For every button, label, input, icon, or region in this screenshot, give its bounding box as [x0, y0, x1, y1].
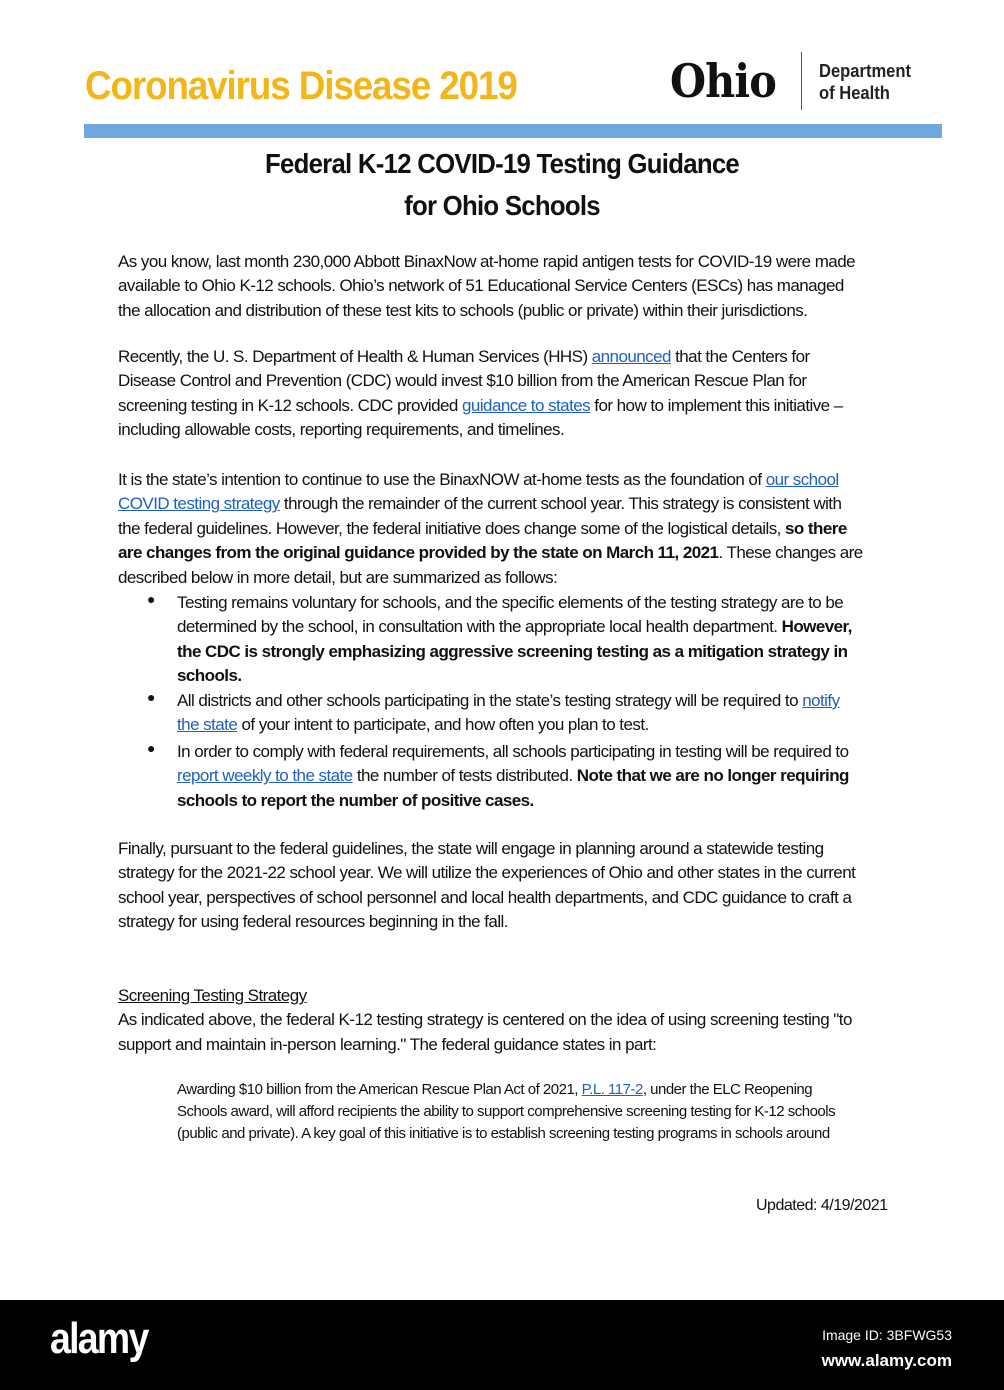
text-run: strategy for using federal resources beginning in the fall.	[118, 912, 508, 932]
text-run: Awarding $10 billion from the American Rescue Plan Act of 2021,	[177, 1081, 582, 1098]
hyperlink[interactable]: report weekly to the state	[177, 766, 353, 786]
text-line	[118, 910, 855, 934]
document-title	[0, 143, 1004, 227]
text-run: strategy for the 2021-22 school year. We will utilize the experiences of Ohio and other states in the current	[118, 863, 856, 883]
text-run: Testing remains voluntary for schools, and the specific elements of the testing strategy are to be	[177, 593, 844, 612]
text-line	[118, 418, 843, 442]
text-run: In order to comply with federal requirements, all schools participating in testing will be required to	[177, 742, 849, 761]
text-run: available to Ohio K-12 schools. Ohio’s network of 51 Educational Service Centers (ESCs) has managed	[118, 276, 844, 296]
text-run: (public and private). A key goal of this initiative is to establish screening testing programs in schools around	[177, 1125, 830, 1142]
text-run: Disease Control and Prevention (CDC) would invest $10 billion from the American Rescue Plan for	[118, 371, 807, 391]
text-line	[118, 468, 863, 492]
text-line	[118, 369, 843, 393]
text-line	[118, 984, 852, 1008]
text-line	[118, 837, 855, 861]
paragraph	[118, 468, 863, 590]
dept-line1: Department	[819, 61, 912, 81]
title-line1: Federal K-12 COVID-19 Testing Guidance	[264, 148, 740, 179]
paragraph	[118, 984, 852, 1057]
text-run: so there	[785, 518, 847, 538]
department-of-health-logo-text	[819, 60, 911, 104]
text-run: the allocation and distribution of these test kits to schools (public or private) within their jurisdictions.	[118, 300, 808, 320]
text-run: Note that we are no longer requiring	[576, 766, 849, 786]
dept-line2: of Health	[819, 83, 890, 103]
text-line	[177, 1101, 835, 1123]
hyperlink[interactable]: the state	[177, 715, 238, 735]
image-id-block	[822, 1322, 952, 1374]
text-run: Schools award, will afford recipients the ability to support comprehensive screening testing for K-12 schools	[177, 1103, 836, 1120]
title-line2: for Ohio Schools	[404, 190, 600, 221]
logo-divider	[801, 52, 802, 110]
text-run: All districts and other schools participating in the state’s testing strategy will be required to	[177, 691, 803, 710]
header-rule-bar	[84, 124, 942, 138]
text-run: support and maintain in-person learning." The federal guidance states in part:	[118, 1034, 657, 1054]
hyperlink[interactable]: our school	[765, 470, 839, 489]
text-line	[177, 789, 849, 813]
watermark-footer	[0, 1300, 1004, 1390]
text-run: However,	[781, 617, 852, 637]
updated-date: Updated: 4/19/2021	[756, 1197, 888, 1214]
paragraph	[118, 837, 855, 935]
hyperlink[interactable]: announced	[591, 347, 671, 366]
text-line	[118, 861, 855, 885]
bullet-item	[147, 740, 849, 813]
text-line	[118, 394, 843, 418]
text-run: described below in more detail, but are summarized as follows:	[118, 567, 558, 587]
text-run: . These changes are	[718, 543, 863, 563]
text-run: schools to report the number of positive cases.	[177, 790, 534, 810]
text-line	[177, 713, 840, 737]
text-line	[118, 566, 863, 590]
text-line	[177, 664, 852, 688]
text-line	[118, 299, 855, 323]
hyperlink[interactable]: P.L. 117-2	[581, 1081, 643, 1098]
bullet-icon: ●	[147, 591, 156, 607]
text-run: As you know, last month 230,000 Abbott BinaxNow at-home rapid antigen tests for COVID-19 were made	[118, 252, 856, 271]
header-title: Coronavirus Disease 2019	[85, 64, 517, 108]
text-run: schools.	[177, 666, 242, 686]
text-run: determined by the school, in consultation with the appropriate local health department.	[177, 617, 782, 637]
hyperlink[interactable]: guidance to states	[462, 395, 591, 415]
section-heading: Screening Testing Strategy	[118, 986, 307, 1005]
text-line	[177, 764, 849, 788]
text-run: , under the ELC Reopening	[642, 1081, 813, 1098]
bullet-item	[147, 689, 840, 738]
text-line	[177, 615, 852, 639]
text-line	[177, 591, 852, 615]
text-line	[118, 1008, 852, 1032]
bullet-icon: ●	[147, 740, 156, 756]
text-run: As indicated above, the federal K-12 testing strategy is centered on the idea of using screening testing "to	[118, 1010, 852, 1030]
text-line	[118, 1033, 852, 1057]
text-line	[177, 689, 840, 713]
text-line	[118, 541, 863, 565]
alamy-logo: alamy	[50, 1314, 148, 1363]
text-run: are changes from the original guidance provided by the state on March 11, 2021	[118, 543, 719, 563]
text-run: including allowable costs, reporting requirements, and timelines.	[118, 420, 565, 440]
text-run: school year, perspectives of school personnel and local health departments, and CDC guidance to craft a	[118, 887, 852, 907]
paragraph	[118, 250, 855, 323]
site-url: www.alamy.com	[821, 1351, 952, 1370]
text-line	[118, 250, 855, 274]
text-line	[177, 1123, 835, 1145]
text-run: Recently, the U. S. Department of Health & Human Services (HHS)	[118, 347, 592, 366]
text-line	[177, 1079, 835, 1101]
text-run: Finally, pursuant to the federal guidelines, the state will engage in planning around a statewide testing	[118, 839, 824, 858]
text-line	[118, 886, 855, 910]
text-run: It is the state’s intention to continue to use the BinaxNOW at-home tests as the foundation of	[118, 470, 766, 489]
text-line	[118, 274, 855, 298]
text-line	[118, 345, 843, 369]
ohio-logo: Ohio	[670, 54, 776, 108]
text-line	[177, 640, 852, 664]
hyperlink[interactable]: COVID testing strategy	[118, 494, 280, 514]
text-run: the federal guidelines. However, the federal initiative does change some of the logistical details,	[118, 518, 785, 538]
text-run: the number of tests distributed.	[352, 766, 577, 786]
image-id: Image ID: 3BFWG53	[822, 1327, 952, 1343]
text-run: of your intent to participate, and how often you plan to test.	[237, 715, 649, 735]
text-run: that the Centers for	[670, 347, 810, 366]
text-line	[118, 492, 863, 516]
text-run: the CDC is strongly emphasizing aggressive screening testing as a mitigation strategy in	[177, 641, 848, 661]
text-line	[118, 517, 863, 541]
block-quote	[177, 1079, 835, 1145]
hyperlink[interactable]: notify	[802, 691, 840, 710]
bullet-item	[147, 591, 852, 689]
text-run: through the remainder of the current school year. This strategy is consistent with	[279, 494, 842, 514]
paragraph	[118, 345, 843, 443]
text-line	[177, 740, 849, 764]
text-run: screening testing in K-12 schools. CDC provided	[118, 395, 463, 415]
bullet-icon: ●	[147, 689, 156, 705]
text-run: for how to implement this initiative –	[590, 395, 843, 415]
